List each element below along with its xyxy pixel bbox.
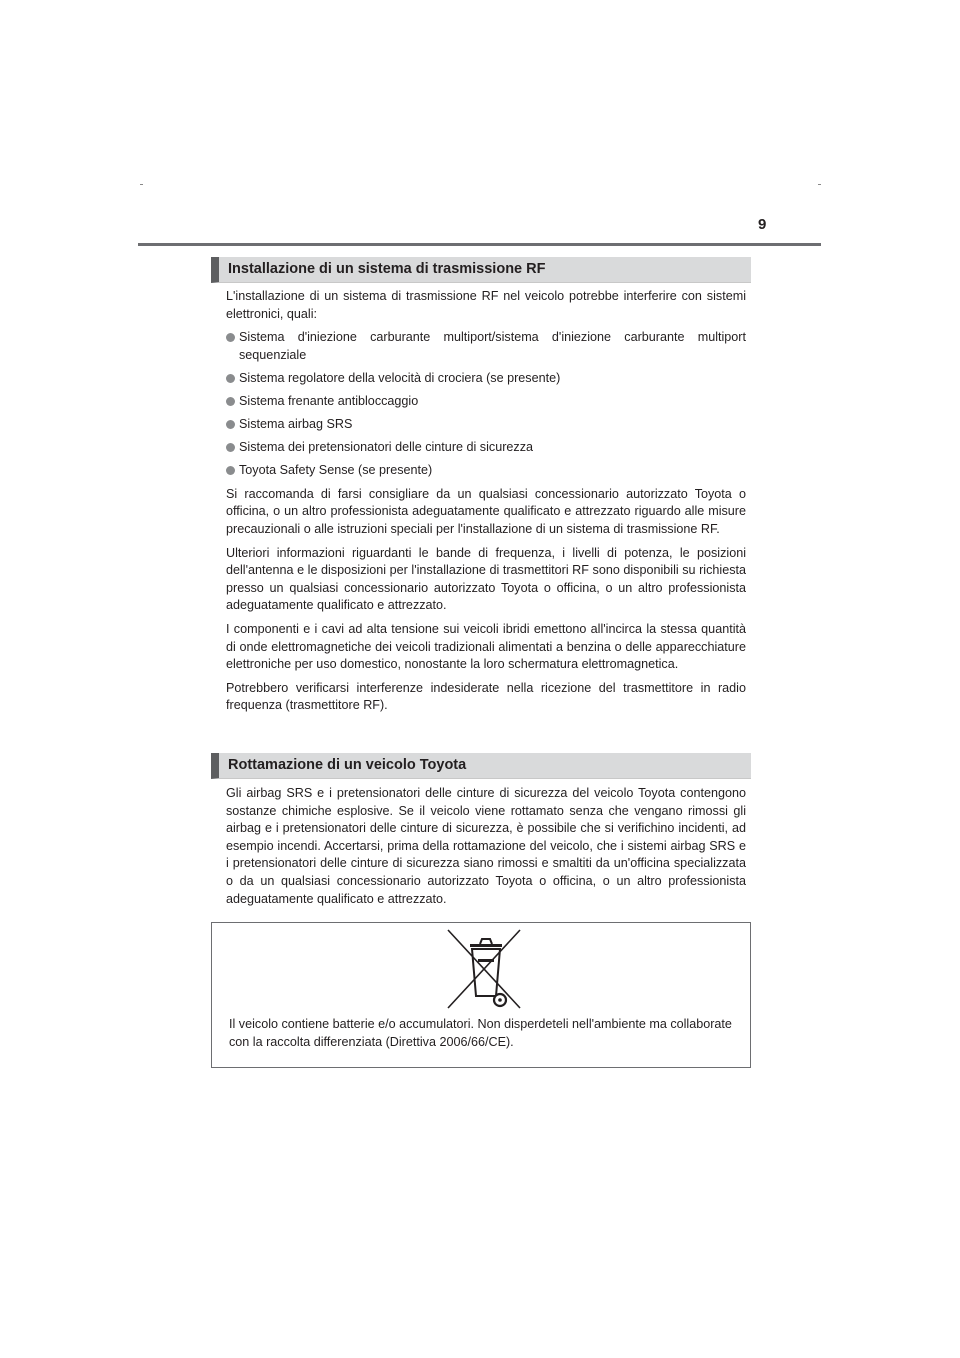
section-body-rf-installation <box>226 288 746 721</box>
section-heading-text: Rottamazione di un veicolo Toyota <box>228 757 467 773</box>
section-heading-text: Installazione di un sistema di trasmissione RF <box>228 261 546 277</box>
list-item: Toyota Safety Sense (se presente) <box>226 462 746 480</box>
list-item: Sistema frenante antibloccaggio <box>226 393 746 411</box>
section-heading-vehicle-disposal <box>211 753 751 779</box>
crop-mark-right <box>818 184 821 185</box>
crop-mark-left <box>140 184 143 185</box>
battery-disposal-notice <box>211 922 751 1068</box>
page-number: 9 <box>758 216 767 233</box>
paragraph: Gli airbag SRS e i pretensionatori delle cinture di sicurezza del veicolo Toyota contengono sostanze chimiche esplosive. Se il veicolo viene rottamato senza che vengano rimossi gli airbag e i pretensionatori delle cinture di sicurezza, è possibile che si verifichino incidenti, ad esempio incendi. Accertarsi, prima della rottamazione del veicolo, che i sistemi airbag SRS e i pretensionatori delle cinture di sicurezza siano rimossi e smaltiti da un'officina specializzata o da un qualsiasi concessionario autorizzato Toyota o officina, o un altro professionista adeguatamente qualificato e attrezzato. <box>226 786 746 906</box>
paragraph: Potrebbero verificarsi interferenze indesiderate nella ricezione del trasmettitore in radio frequenza (trasmettitore RF). <box>226 680 746 713</box>
paragraph: I componenti e i cavi ad alta tensione sui veicoli ibridi emettono all'incirca la stessa quantità di onde elettromagnetiche dei veicoli tradizionali alimentati a benzina o delle apparecchiature elettroniche per uso domestico, nonostante la loro schermatura elettromagnetica. <box>226 622 746 672</box>
paragraph: Ulteriori informazioni riguardanti le bande di frequenza, i livelli di potenza, le posizioni dell'antenna e le disposizioni per l'installazione di trasmettitori RF sono disponibili su richiesta presso un qualsiasi concessionario autorizzato Toyota o officina, o un altro professionista adeguatamente qualificato e attrezzato. <box>226 545 746 613</box>
header-rule <box>138 243 821 246</box>
section-heading-rf-installation <box>211 257 751 283</box>
bullet-list <box>226 329 746 480</box>
list-item: Sistema d'iniezione carburante multiport/sistema d'iniezione carburante multiport sequenziale <box>226 329 746 364</box>
intro-paragraph: L'installazione di un sistema di trasmissione RF nel veicolo potrebbe interferire con sistemi elettronici, quali: <box>226 289 746 321</box>
crossed-out-wheeled-bin-icon <box>444 928 524 1010</box>
section-body-vehicle-disposal <box>226 785 746 914</box>
notice-text: Il veicolo contiene batterie e/o accumulatori. Non disperdeteli nell'ambiente ma collaborate con la raccolta differenziata (Direttiva 2006/66/CE). <box>229 1017 732 1049</box>
paragraph: Si raccomanda di farsi consigliare da un qualsiasi concessionario autorizzato Toyota o officina, o un altro professionista adeguatamente qualificato e attrezzato riguardo alle misure precauzionali o alle istruzioni speciali per l'installazione di un sistema di trasmissione RF. <box>226 486 746 537</box>
list-item: Sistema dei pretensionatori delle cinture di sicurezza <box>226 439 746 457</box>
list-item: Sistema regolatore della velocità di crociera (se presente) <box>226 370 746 388</box>
list-item: Sistema airbag SRS <box>226 416 746 434</box>
